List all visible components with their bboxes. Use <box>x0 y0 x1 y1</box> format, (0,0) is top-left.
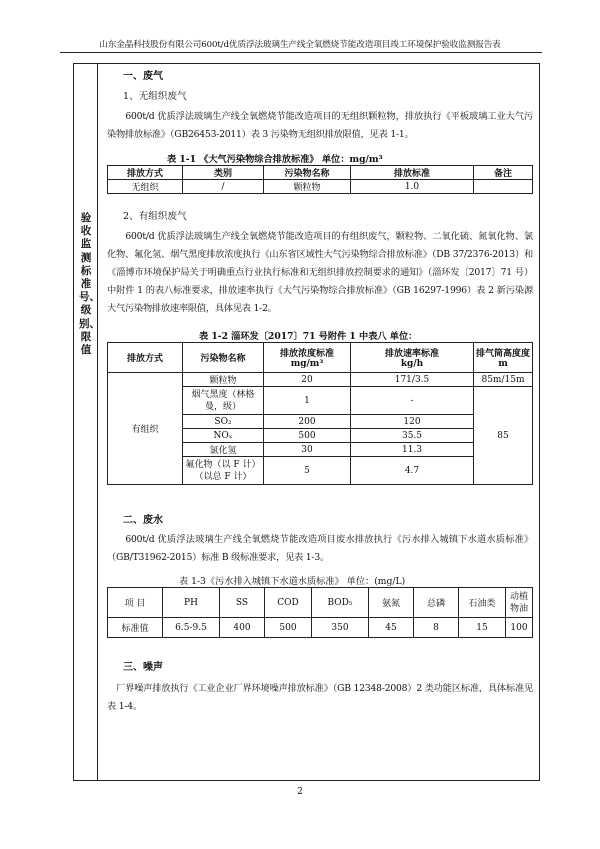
section-title-waste-gas: 一、废气 <box>123 71 163 82</box>
table-row <box>108 180 533 194</box>
t3-header-cod: COD <box>265 588 312 618</box>
t2-cell-name: 氟化物（以 F 计）（以总 F 计） <box>183 457 264 485</box>
t2-cell-conc: 30 <box>264 443 351 457</box>
t3-cell-ph: 6.5-9.5 <box>163 618 220 638</box>
t3-header-phosphorus: 总磷 <box>414 588 459 618</box>
t2-cell-rate: 35.5 <box>351 429 474 443</box>
t2-cell-rate: 11.3 <box>351 443 474 457</box>
report-frame <box>73 63 540 781</box>
table-1-1-header-row <box>108 166 533 180</box>
t2-header-height-unit: m <box>498 359 508 369</box>
subsection-unorganized: 1、无组织废气 <box>123 91 187 102</box>
t2-cell-conc: 5 <box>264 457 351 485</box>
section-title-waste-water: 二、废水 <box>123 515 163 526</box>
t2-cell-height-merged: 85 <box>474 387 533 485</box>
t2-cell-conc: 200 <box>264 415 351 429</box>
paragraph-organized: 600t/d 优质浮法玻璃生产线全氧燃烧节能改造项目的有组织废气，颗粒物、二氧化硫、氮氧化物、氯化物、氟化氢、烟气黑度排放浓度执行《山东省区域性大气污染物综合排放标准》（DB 37/2376-2013）和《淄博市环境保护局关于明确重点行业执行标准和无组织排放控制要求的通知》（淄环发〔2017〕71 号）中附件 1 的表八标准要求，排放速率执行《大气污染物综合排放标准》（GB 16297-1996）表 2 新污染源大气污染物排放速率限值，具体见表 1-2。 <box>107 231 533 314</box>
t2-cell-mode: 有组织 <box>108 373 183 485</box>
t3-cell-animal-plant-oil: 100 <box>506 618 533 638</box>
t2-header-rate-label: 排放速率标准 <box>384 349 439 359</box>
table-1-2-caption-text: 表 1-2 淄环发〔2017〕71 号附件 1 中表八 单位： <box>199 331 418 342</box>
t3-header-animal-plant-oil: 动植物油 <box>506 588 533 618</box>
table-1-3-header-row <box>108 588 533 618</box>
t2-cell-rate: 4.7 <box>351 457 474 485</box>
t2-cell-conc: 1 <box>264 387 351 415</box>
t2-header-height-label: 排气筒高度度 <box>476 349 531 359</box>
t1-cell-mode: 无组织 <box>108 180 183 194</box>
t3-cell-cod: 500 <box>265 618 312 638</box>
t2-header-concentration-label: 排放浓度标准 <box>279 349 334 359</box>
table-1-1-caption <box>167 151 383 165</box>
t1-cell-remark <box>474 180 533 194</box>
t2-cell-name: SO₂ <box>183 415 264 429</box>
table-1-1 <box>107 165 533 194</box>
t2-cell-rate: - <box>351 387 474 415</box>
t2-cell-rate: 171/3.5 <box>351 373 474 387</box>
t1-header-remark: 备注 <box>474 166 533 180</box>
table-1-2-header-row <box>108 343 533 373</box>
t2-header-pollutant: 污染物名称 <box>183 343 264 373</box>
table-row <box>108 373 533 387</box>
t3-cell-ss: 400 <box>220 618 265 638</box>
t1-header-category: 类别 <box>183 166 264 180</box>
t2-cell-conc: 20 <box>264 373 351 387</box>
t2-header-rate <box>351 343 474 373</box>
t2-cell-rate: 120 <box>351 415 474 429</box>
t1-header-standard: 排放标准 <box>351 166 474 180</box>
table-1-3 <box>107 587 533 638</box>
t2-cell-height: 85m/15m <box>474 373 533 387</box>
t2-header-concentration <box>264 343 351 373</box>
left-column <box>74 64 98 780</box>
t3-header-bod: BOD₅ <box>312 588 369 618</box>
t3-header-petroleum: 石油类 <box>459 588 506 618</box>
t3-cell-phosphorus: 8 <box>414 618 459 638</box>
t2-cell-name: 烟气黑度（林格曼，级） <box>183 387 264 415</box>
t3-header-ammonia: 氨氮 <box>369 588 414 618</box>
t2-cell-name: 颗粒物 <box>183 373 264 387</box>
section-title-noise: 三、噪声 <box>123 662 163 673</box>
left-label: 验收监测标准号、级别、限值 <box>79 212 100 357</box>
page-header: 山东金晶科技股份有限公司600t/d优质浮法玻璃生产线全氧燃烧节能改造项目竣工环境保护验收监测报告表 <box>99 40 501 50</box>
t3-cell-ammonia: 45 <box>369 618 414 638</box>
paragraph-waste-water: 600t/d 优质浮法玻璃生产线全氧燃烧节能改造项目废水排放执行《污水排入城镇下水道水质标准》（GB/T31962-2015）标准 B 级标准要求，见表 1-3。 <box>107 534 533 563</box>
t1-cell-pollutant: 颗粒物 <box>264 180 351 194</box>
paragraph-noise: 厂界噪声排放执行《工业企业厂界环境噪声排放标准》（GB 12348-2008）2 类功能区标准，具体标准见表 1-4。 <box>107 683 533 712</box>
t2-cell-name: NOₓ <box>183 429 264 443</box>
page-number: 2 <box>297 787 303 797</box>
t2-header-mode: 排放方式 <box>108 343 183 373</box>
t3-header-ph: PH <box>163 588 220 618</box>
t2-header-height <box>474 343 533 373</box>
table-1-2 <box>107 342 533 485</box>
t3-cell-petroleum: 15 <box>459 618 506 638</box>
t1-header-pollutant: 污染物名称 <box>264 166 351 180</box>
t2-cell-name: 氯化氢 <box>183 443 264 457</box>
t3-cell-bod: 350 <box>312 618 369 638</box>
t1-header-mode: 排放方式 <box>108 166 183 180</box>
t3-cell-item: 标准值 <box>108 618 163 638</box>
t2-header-rate-unit: kg/h <box>400 359 424 369</box>
t1-cell-category: / <box>183 180 264 194</box>
t3-header-ss: SS <box>220 588 265 618</box>
header-rule <box>60 52 542 53</box>
t1-cell-standard: 1.0 <box>351 180 474 194</box>
table-row <box>108 618 533 638</box>
subsection-organized: 2、有组织废气 <box>123 211 187 222</box>
t2-cell-conc: 500 <box>264 429 351 443</box>
t3-header-item: 项 目 <box>108 588 163 618</box>
paragraph-unorganized: 600t/d 优质浮法玻璃生产线全氧燃烧节能改造项目的无组织颗粒物，排放执行《平板玻璃工业大气污染物排放标准》（GB26453-2011）表 3 污染物无组织排放限值，见表 1-1。 <box>107 111 533 140</box>
table-1-3-caption: 表 1-3《污水排入城镇下水道水质标准》 单位：(mg/L) <box>179 576 406 587</box>
t2-header-concentration-unit: mg/m³ <box>290 359 324 369</box>
table-1-2-caption <box>199 328 417 342</box>
table-1-1-caption-text: 表 1-1 《大气污染物综合排放标准》 单位：mg/m³ <box>167 154 383 165</box>
